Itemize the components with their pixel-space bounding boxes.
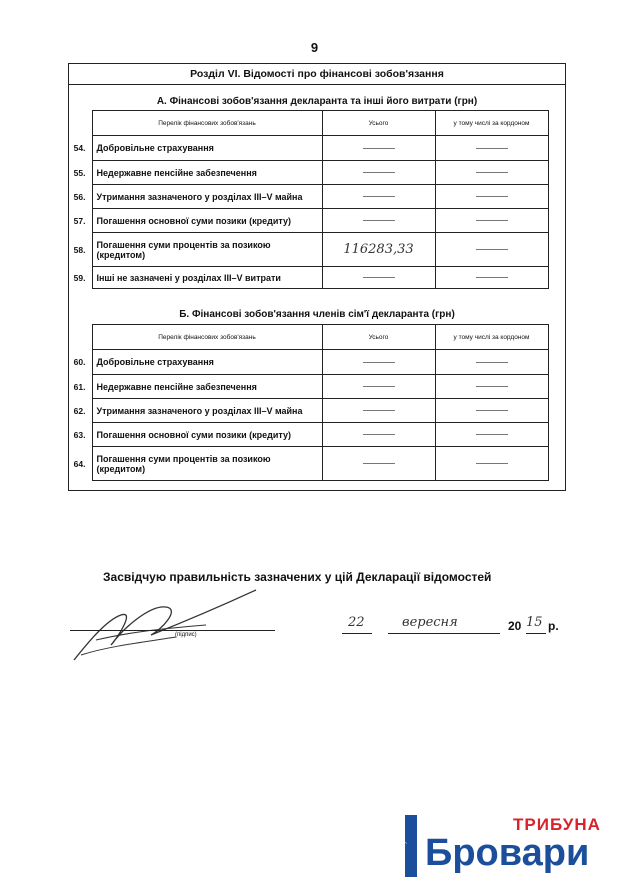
col-header-list: Перелік фінансових зобов'язань	[92, 111, 322, 136]
signature-line	[70, 630, 275, 631]
part-b-header-row	[68, 325, 548, 350]
day-line	[342, 633, 372, 634]
year-line	[526, 633, 546, 634]
row-number: 54.	[73, 143, 86, 153]
table-row	[68, 161, 548, 185]
table-row	[68, 185, 548, 209]
row-label: Погашення суми процентів за позикою (кредитом)	[92, 447, 322, 481]
row-abroad-cell	[435, 136, 548, 161]
empty-dash	[363, 463, 395, 464]
empty-dash	[476, 463, 508, 464]
row-number: 64.	[73, 458, 86, 469]
row-label: Добровільне страхування	[92, 136, 322, 161]
row-abroad-cell	[435, 209, 548, 233]
row-total-cell	[322, 267, 435, 289]
signature-scribble	[66, 585, 266, 670]
row-label: Добровільне страхування	[92, 350, 322, 375]
row-number: 62.	[73, 405, 86, 416]
row-abroad-cell	[435, 447, 548, 481]
empty-dash	[476, 220, 508, 221]
row-number: 56.	[73, 191, 86, 202]
date-day: 22	[348, 615, 365, 630]
row-total-cell	[322, 233, 435, 267]
row-label: Погашення суми процентів за позикою (кредитом)	[92, 233, 322, 267]
row-label: Погашення основної суми позики (кредиту)	[92, 209, 322, 233]
row-total-cell	[322, 447, 435, 481]
table-row	[68, 350, 548, 375]
date-row	[330, 615, 570, 637]
row-total-cell	[322, 136, 435, 161]
empty-dash	[476, 172, 508, 173]
empty-dash	[476, 148, 508, 149]
row-total-cell	[322, 399, 435, 423]
col-header-total: Усього	[322, 325, 435, 350]
empty-dash	[363, 434, 395, 435]
table-row	[68, 423, 548, 447]
empty-dash	[476, 196, 508, 197]
col-header-abroad: у тому числі за кордоном	[435, 325, 548, 350]
row-label: Утримання зазначеного у розділах III–V майна	[92, 399, 322, 423]
section-title: Розділ VI. Відомості про фінансові зобов'язання	[68, 63, 566, 85]
col-header-abroad: у тому числі за кордоном	[435, 111, 548, 136]
table-row	[68, 447, 548, 481]
row-label: Інші не зазначені у розділах III–V витрати	[92, 267, 322, 289]
empty-dash	[363, 172, 395, 173]
part-b-title: Б. Фінансові зобов'язання членів сім'ї декларанта (грн)	[179, 309, 455, 320]
date-year: 15	[526, 615, 543, 630]
row-number: 63.	[73, 429, 86, 440]
row-label: Погашення основної суми позики (кредиту)	[92, 423, 322, 447]
row-number: 60.	[73, 357, 86, 367]
empty-dash	[476, 434, 508, 435]
part-a-header-row	[68, 111, 548, 136]
date-century: 20	[508, 619, 522, 633]
logo-top-word: ТРИБУНА	[513, 815, 601, 834]
table-row	[68, 267, 548, 289]
signature-label: (підпис)	[175, 632, 197, 638]
row-abroad-cell	[435, 375, 548, 399]
empty-dash	[363, 220, 395, 221]
row-number: 61.	[73, 381, 86, 392]
empty-dash	[476, 362, 508, 363]
row-number: 59.	[73, 272, 86, 283]
empty-dash	[363, 410, 395, 411]
row-abroad-cell	[435, 233, 548, 267]
row-label: Недержавне пенсійне забезпечення	[92, 375, 322, 399]
row-number: 58.	[73, 244, 86, 255]
row-total-cell	[322, 161, 435, 185]
row-total-cell	[322, 185, 435, 209]
date-suffix: р.	[548, 619, 559, 633]
table-row	[68, 375, 548, 399]
row-abroad-cell	[435, 350, 548, 375]
row-abroad-cell	[435, 161, 548, 185]
row-total-cell	[322, 209, 435, 233]
certification-text: Засвідчую правильність зазначених у цій Декларації відомостей	[103, 570, 492, 584]
empty-dash	[363, 386, 395, 387]
row-number: 57.	[73, 215, 86, 226]
page-number: 9	[310, 40, 319, 55]
empty-dash	[363, 277, 395, 278]
empty-dash	[476, 386, 508, 387]
empty-dash	[363, 196, 395, 197]
row-total-cell	[322, 350, 435, 375]
table-row	[68, 136, 548, 161]
table-row	[68, 209, 548, 233]
table-row	[68, 233, 548, 267]
empty-dash	[476, 249, 508, 250]
col-header-total: Усього	[322, 111, 435, 136]
row-abroad-cell	[435, 185, 548, 209]
row-abroad-cell	[435, 423, 548, 447]
date-month: вересня	[402, 615, 458, 630]
table-row	[68, 399, 548, 423]
logo-main-word: Бровари	[425, 832, 590, 874]
col-header-list: Перелік фінансових зобов'язань	[92, 325, 322, 350]
month-line	[388, 633, 500, 634]
row-label: Утримання зазначеного у розділах III–V майна	[92, 185, 322, 209]
handwritten-amount: 116283,33	[343, 242, 414, 257]
empty-dash	[363, 148, 395, 149]
part-a-title: А. Фінансові зобов'язання декларанта та інші його витрати (грн)	[156, 96, 478, 107]
row-total-cell	[322, 423, 435, 447]
logo-url: brovary.net.ua	[400, 823, 407, 861]
empty-dash	[476, 277, 508, 278]
brovary-tribune-logo	[400, 815, 615, 877]
row-label: Недержавне пенсійне забезпечення	[92, 161, 322, 185]
empty-dash	[476, 410, 508, 411]
row-number: 55.	[73, 167, 86, 178]
empty-dash	[363, 362, 395, 363]
part-b-table	[68, 324, 549, 481]
logo-url-strip	[400, 815, 417, 877]
row-total-cell	[322, 375, 435, 399]
row-abroad-cell	[435, 267, 548, 289]
part-a-table	[68, 110, 549, 289]
row-abroad-cell	[435, 399, 548, 423]
